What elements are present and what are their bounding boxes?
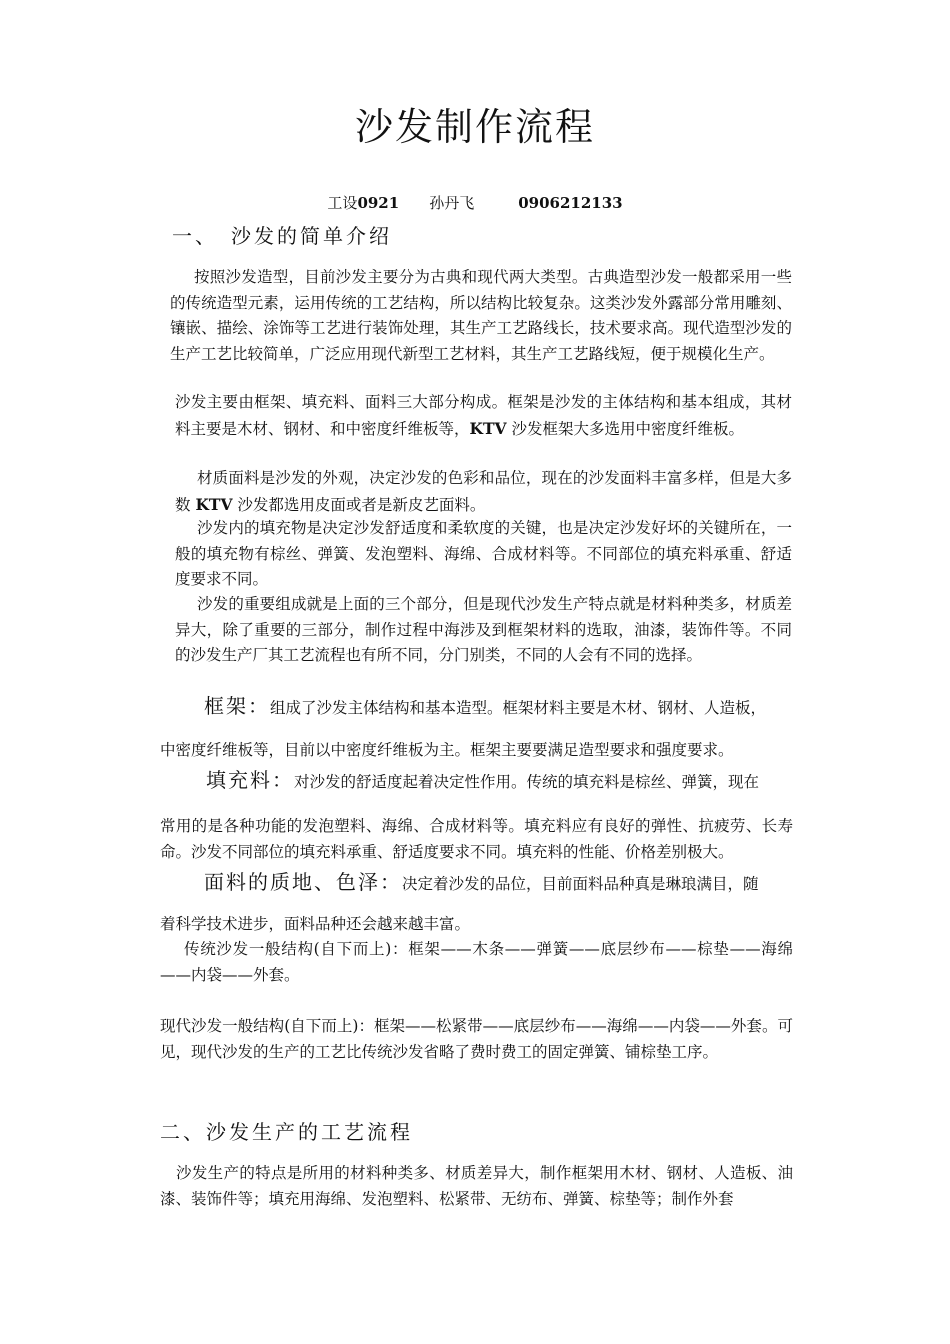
section-1-paragraph-4: 沙发内的填充物是决定沙发舒适度和柔软度的关键，也是决定沙发好坏的关键所在，一般的填充物有棕丝、弹簧、发泡塑料、海绵、合成材料等。不同部位的填充料承重、舒适度要求不同。: [175, 519, 792, 588]
paragraph-text: 材质面料是沙发的外观，决定沙发的色彩和品位，现在的沙发面料丰富多样，但是大多数: [175, 469, 792, 514]
section-2-paragraph-1: 沙发生产的特点是所用的材料种类多、材质差异大，制作框架用木材、钢材、人造板、油漆、装饰件等；填充用海绵、发泡塑料、松紧带、无纺布、弹簧、棕垫等；制作外套: [160, 1164, 793, 1208]
class-label: 工设: [327, 194, 358, 212]
filling-text: 对沙发的舒适度起着决定性作用。传统的填充料是棕丝、弹簧，现在: [294, 773, 760, 791]
frame-label: 框架：: [204, 694, 270, 718]
fabric-label: 面料的质地、色泽：: [204, 870, 402, 894]
section-1-heading: 一、 沙发的简单介绍: [172, 224, 392, 248]
class-number: 0921: [357, 194, 400, 212]
ktv-term: KTV: [469, 418, 507, 438]
section-1-paragraph-1: 按照沙发造型，目前沙发主要分为古典和现代两大类型。古典造型沙发一般都采用一些的传统造型元素，运用传统的工艺结构，所以结构比较复杂。这类沙发外露部分常用雕刻、镶嵌、描绘、涂饰等工艺进行装饰处理，其生产工艺路线长，技术要求高。现代造型沙发的生产工艺比较简单，广泛应用现代新型工艺材料，其生产工艺路线短，便于规模化生产。: [170, 268, 792, 363]
document-title: 沙发制作流程: [354, 105, 595, 149]
ktv-term: KTV: [195, 494, 233, 514]
fabric-text-continued: 着科学技术进步，面料品种还会越来越丰富。: [160, 915, 471, 933]
paragraph-text: 沙发框架大多选用中密度纤维板。: [506, 419, 744, 438]
fabric-text: 决定着沙发的品位，目前面料品种真是琳琅满目，随: [402, 875, 759, 893]
modern-structure: 现代沙发一般结构(自下而上)：框架——松紧带——底层纱布——海绵——内袋——外套。可见，现代沙发的生产的工艺比传统沙发省略了费时费工的固定弹簧、铺棕垫工序。: [160, 1017, 793, 1061]
author-name: 孙丹飞: [429, 194, 475, 212]
fabric-paragraph: [160, 870, 800, 898]
frame-text: 组成了沙发主体结构和基本造型。框架材料主要是木材、钢材、人造板，: [270, 699, 767, 717]
paragraph-text: 沙发主要由框架、填充料、面料三大部分构成。框架是沙发的主体结构和基本组成，其材料主要是木材、钢材、和中密度纤维板等，: [175, 393, 792, 438]
student-id: 0906212133: [518, 194, 623, 212]
author-byline: [0, 192, 950, 213]
section-1-paragraph-2: [175, 390, 792, 442]
filling-paragraph: [160, 768, 800, 796]
frame-paragraph: [160, 694, 800, 722]
filling-label: 填充料：: [206, 768, 294, 792]
frame-text-continued: 中密度纤维板等，目前以中密度纤维板为主。框架主要要满足造型要求和强度要求。: [160, 741, 734, 759]
section-2-heading: 二、沙发生产的工艺流程: [160, 1120, 413, 1144]
traditional-structure: 传统沙发一般结构(自下而上)：框架——木条——弹簧——底层纱布——棕垫——海绵——内袋——外套。: [160, 940, 793, 984]
section-1-paragraph-5: 沙发的重要组成就是上面的三个部分，但是现代沙发生产特点就是材料种类多，材质差异大，除了重要的三部分，制作过程中海涉及到框架材料的选取，油漆，装饰件等。不同的沙发生产厂其工艺流程也有所不同，分门别类，不同的人会有不同的选择。: [175, 595, 792, 664]
section-1-paragraph-3: [175, 466, 792, 518]
filling-text-continued: 常用的是各种功能的发泡塑料、海绵、合成材料等。填充料应有良好的弹性、抗疲劳、长寿命。沙发不同部位的填充料承重、舒适度要求不同。填充料的性能、价格差别极大。: [160, 817, 793, 861]
paragraph-text: 沙发都选用皮面或者是新皮艺面料。: [232, 495, 486, 514]
